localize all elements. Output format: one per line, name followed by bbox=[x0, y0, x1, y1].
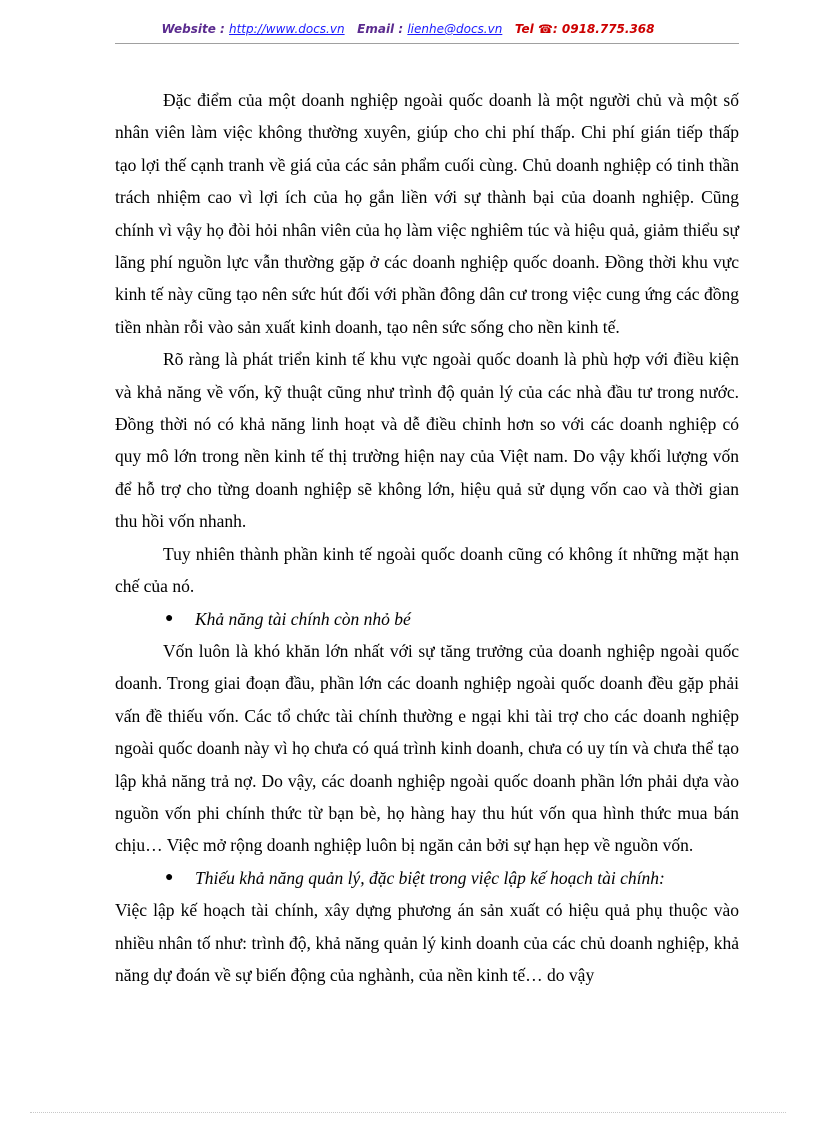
website-label: Website : bbox=[161, 22, 225, 36]
phone-number: : 0918.775.368 bbox=[552, 22, 655, 36]
paragraph-2: Rõ ràng là phát triển kinh tế khu vực ngoài quốc doanh là phù hợp với điều kiện và khả năng về vốn, kỹ thuật cũng như trình độ quản lý của các nhà đầu tư trong nước. Đồng thời nó có khả năng linh hoạt và dễ điều chỉnh hơn so với các doanh nghiệp có quy mô lớn trong nền kinh tế thị trường hiện nay của Việt nam. Do vậy khối lượng vốn để hỗ trợ cho từng doanh nghiệp sẽ không lớn, hiệu quả sử dụng vốn cao và thời gian thu hồi vốn nhanh. bbox=[115, 349, 739, 532]
bullet-item-1 bbox=[115, 603, 739, 635]
paragraph-5: Việc lập kế hoạch tài chính, xây dựng phương án sản xuất có hiệu quả phụ thuộc vào nhiều nhân tố như: trình độ, khả năng quản lý kinh doanh của các chủ doanh nghiệp, khả năng dự đoán về sự biến động của nghành, của nền kinh tế… do vậy bbox=[115, 900, 739, 985]
paragraph-4: Vốn luôn là khó khăn lớn nhất với sự tăng trưởng của doanh nghiệp ngoài quốc doanh. Trong giai đoạn đầu, phần lớn các doanh nghiệp ngoài quốc doanh đều gặp phải vấn đề thiếu vốn. Các tổ chức tài chính thường e ngại khi tài trợ cho các doanh nghiệp ngoài quốc doanh này vì họ chưa có quá trình kinh doanh, chưa có uy tín và chưa thể tạo lập khả năng trả nợ. Do vậy, các doanh nghiệp ngoài quốc doanh phần lớn phải dựa vào nguồn vốn phi chính thức từ bạn bè, họ hàng hay thu hút vốn qua hình thức mua bán chịu… Việc mở rộng doanh nghiệp luôn bị ngăn cản bởi sự hạn hẹp về nguồn vốn. bbox=[115, 640, 739, 856]
bullet-text-2: Thiếu khả năng quản lý, đặc biệt trong việc lập kế hoạch tài chính: bbox=[195, 867, 665, 888]
paragraph-3: Tuy nhiên thành phần kinh tế ngoài quốc doanh cũng có không ít những mặt hạn chế của nó. bbox=[115, 543, 739, 597]
bullet-item-2 bbox=[115, 862, 739, 894]
email-label: Email : bbox=[357, 22, 404, 36]
bullet-icon: ● bbox=[165, 869, 174, 885]
header-divider bbox=[115, 43, 739, 44]
phone-icon: ☎ bbox=[537, 22, 553, 36]
footer-divider bbox=[30, 1112, 786, 1113]
email-link[interactable]: lienhe@docs.vn bbox=[407, 22, 503, 36]
document-body bbox=[115, 84, 739, 991]
bullet-icon: ● bbox=[165, 610, 174, 626]
paragraph-1: Đặc điểm của một doanh nghiệp ngoài quốc doanh là một người chủ và một số nhân viên làm việc không thường xuyên, giúp cho chi phí thấp. Chi phí gián tiếp thấp tạo lợi thế cạnh tranh về giá của các sản phẩm cuối cùng. Chủ doanh nghiệp có tinh thần trách nhiệm cao vì lợi ích của họ gắn liền với sự thành bại của doanh nghiệp. Cũng chính vì vậy họ đòi hỏi nhân viên của họ làm việc nghiêm túc và hiệu quả, giảm thiểu sự lãng phí nguồn lực vẫn thường gặp ở các doanh nghiệp quốc doanh. Đồng thời khu vực kinh tế này cũng tạo nên sức hút đối với phần đông dân cư trong việc cung ứng các đồng tiền nhàn rỗi vào sản xuất kinh doanh, tạo nên sức sống cho nền kinh tế. bbox=[115, 90, 739, 337]
page-header bbox=[0, 22, 816, 36]
bullet-text-1: Khả năng tài chính còn nhỏ bé bbox=[195, 608, 411, 629]
tel-label: Tel bbox=[514, 22, 534, 36]
website-link[interactable]: http://www.docs.vn bbox=[229, 22, 345, 36]
